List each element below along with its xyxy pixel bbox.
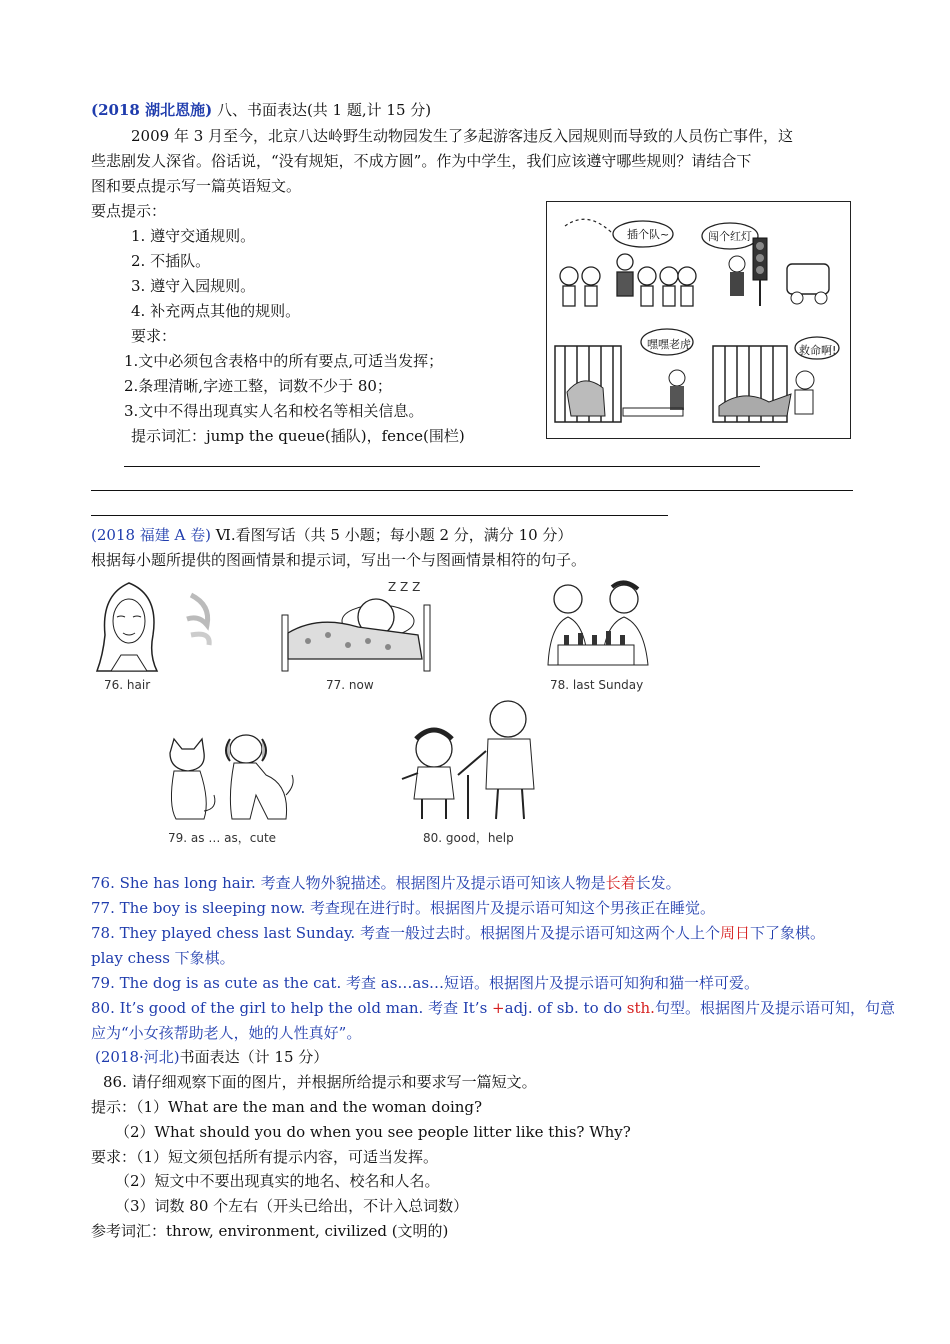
answer-77: 77. The boy is sleeping now. 考查现在进行时。根据图片及提示语可知这个男孩正在睡觉。	[91, 899, 716, 917]
section3-task: 86. 请仔细观察下面的图片，并根据所给提示和要求写一篇短文。	[103, 1073, 537, 1091]
answer-80-pattern: adj. of sb. to do	[504, 999, 627, 1017]
cartoon-bubble-queue: 插个队~	[627, 228, 670, 241]
req-item: （1）短文须包括所有提示内容，可适当发挥。	[136, 1148, 439, 1166]
section3-heading: 书面表达（计 15 分）	[179, 1048, 329, 1066]
point-item: 2. 不插队。	[131, 252, 211, 270]
section3-hint-1	[91, 1097, 482, 1117]
answer-78	[91, 923, 825, 943]
hint-item-2: （2）What should you do when you see people litter like this? Why?	[115, 1123, 631, 1141]
answer-80-text-end: 句型。根据图片及提示语可知，句意	[654, 999, 895, 1017]
hint-label: 提示：	[91, 1098, 137, 1116]
answer-78-text: 78. They played chess last Sunday. 考查一般过去时。根据图片及提示语可知这两个人上个	[91, 924, 720, 942]
caption-79: 79. as … as，cute	[168, 831, 277, 845]
section3-vocab: 参考词汇：throw, environment, civilized (文明的)	[91, 1222, 449, 1240]
answer-line	[124, 466, 760, 467]
answer-76-explanation: 考查人物外貌描述。根据图片及提示语可知该人物是	[260, 874, 606, 892]
requirement-item: 2.条理清晰,字迹工整，词数不少于 80；	[124, 377, 392, 395]
answer-line	[91, 490, 853, 491]
vocab-hint: 提示词汇：jump the queue(插队)，fence(围栏)	[131, 427, 465, 445]
section2-source: (2018 福建 A 卷)	[91, 526, 212, 544]
section1-intro-line1: 2009 年 3 月至今，北京八达岭野生动物园发生了多起游客违反入园规则而导致的人员伤亡事件，这	[131, 127, 794, 145]
cartoon-bubble-help: 救命啊!	[799, 344, 837, 357]
answer-78-highlight: 周日	[719, 924, 750, 942]
rules-cartoon	[546, 201, 851, 439]
section1-header	[91, 100, 431, 120]
answer-80-sth: sth.	[626, 999, 655, 1017]
answer-80-text: 80. It’s good of the girl to help the old man. 考查 It’s	[91, 999, 493, 1017]
answer-76-highlight: 长着	[605, 874, 636, 892]
answer-76-sentence: 76. She has long hair.	[91, 874, 261, 892]
answer-80-plus: +	[492, 999, 505, 1017]
section2-heading: Ⅵ.看图写话（共 5 小题；每小题 2 分，满分 10 分）	[211, 526, 573, 544]
caption-80: 80. good，help	[423, 831, 514, 845]
requirement-item: 3.文中不得出现真实人名和校名等相关信息。	[124, 402, 424, 420]
point-item: 4. 补充两点其他的规则。	[131, 302, 301, 320]
picture-80	[388, 695, 548, 850]
woman-illustration	[91, 575, 261, 695]
section1-intro-line2: 些悲剧发人深省。俗话说，“没有规矩，不成方圆”。作为中学生，我们应该遵守哪些规则？请结合下	[91, 152, 752, 170]
answer-76	[91, 873, 681, 893]
cat-and-dog-illustration	[160, 725, 300, 825]
answer-line	[91, 515, 668, 516]
svg-text:Z Z Z: Z Z Z	[388, 580, 421, 594]
section1-heading: 八、书面表达(共 1 题,计 15 分)	[212, 101, 432, 119]
picture-77	[278, 575, 438, 695]
requirements-title: 要求：	[131, 327, 177, 345]
answer-78-text-end: 下了象棋。	[750, 924, 826, 942]
hint-item: （1）What are the man and the woman doing?	[136, 1098, 483, 1116]
picture-76	[91, 575, 261, 695]
answer-80-line2: 应为“小女孩帮助老人，她的人性真好”。	[91, 1024, 362, 1042]
caption-76: 76. hair	[104, 678, 151, 692]
points-title: 要点提示：	[91, 202, 167, 220]
requirement-item: 1.文中必须包含表格中的所有要点,可适当发挥；	[124, 352, 444, 370]
req-item-3: （3）词数 80 个左右（开头已给出，不计入总词数）	[115, 1197, 469, 1215]
caption-77: 77. now	[326, 678, 374, 692]
section3-source: (2018·河北)	[95, 1048, 180, 1066]
point-item: 3. 遵守入园规则。	[131, 277, 256, 295]
section3-header	[95, 1047, 328, 1067]
section1-source: (2018 湖北恩施)	[91, 101, 213, 119]
section2-instruction: 根据每小题所提供的图画情景和提示词，写出一个与图画情景相符的句子。	[91, 551, 587, 569]
section3-req-1	[91, 1147, 438, 1167]
caption-78: 78. last Sunday	[550, 678, 644, 692]
answer-78-line2: play chess 下象棋。	[91, 949, 235, 967]
sleeping-boy-illustration	[278, 575, 438, 675]
picture-78	[538, 575, 668, 695]
rules-cartoon-illustration	[547, 202, 850, 438]
answer-80	[91, 998, 895, 1018]
section1-intro-line3: 图和要点提示写一篇英语短文。	[91, 177, 302, 195]
point-item: 1. 遵守交通规则。	[131, 227, 256, 245]
section2-header	[91, 525, 572, 545]
answer-76-explanation-end: 长发。	[635, 874, 681, 892]
cartoon-bubble-redlight: 闯个红灯	[708, 230, 752, 243]
answer-79: 79. The dog is as cute as the cat. 考查 as…as…短语。根据图片及提示语可知狗和猫一样可爱。	[91, 974, 760, 992]
picture-79	[160, 725, 300, 850]
cartoon-bubble-tiger: 嘿嘿老虎	[647, 338, 691, 351]
chess-players-illustration	[538, 575, 668, 675]
req-label: 要求：	[91, 1148, 137, 1166]
req-item-2: （2）短文中不要出现真实的地名、校名和人名。	[115, 1172, 440, 1190]
girl-helping-old-man-illustration	[388, 695, 548, 825]
